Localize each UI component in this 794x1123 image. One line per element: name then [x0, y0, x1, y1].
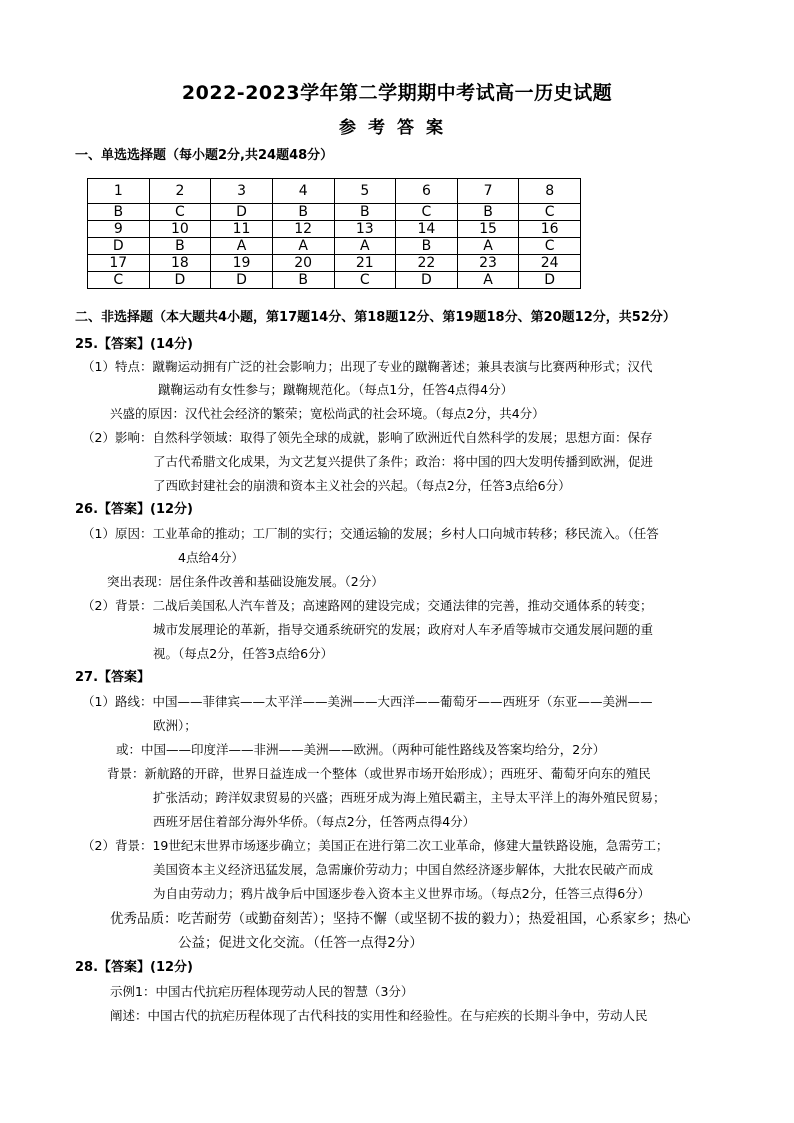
- table-cell: C: [149, 204, 211, 221]
- table-cell: 17: [88, 255, 150, 272]
- text-line: 了西欧封建社会的崩溃和资本主义社会的兴起。（每点2分，任答3点给6分）: [153, 478, 571, 493]
- table-cell: D: [519, 272, 581, 289]
- table-cell: 10: [149, 221, 211, 238]
- table-cell: C: [88, 272, 150, 289]
- text-line: 城市发展理论的革新，指导交通系统研究的发展；政府对人车矛盾等城市交通发展问题的重: [153, 622, 654, 637]
- section1-heading: 一、单选选择题（每小题2分,共24题48分）: [75, 148, 334, 163]
- table-row: [88, 255, 581, 272]
- text-line: （2）影响：自然科学领域：取得了领先全球的成就，影响了欧洲近代自然科学的发展；思想方面：保存: [82, 430, 653, 445]
- table-row: [88, 221, 581, 238]
- table-row: [88, 204, 581, 221]
- table-cell: 20: [272, 255, 334, 272]
- table-cell: 13: [334, 221, 396, 238]
- table-cell: A: [211, 238, 273, 255]
- text-line: 扩张活动；跨洋奴隶贸易的兴盛；西班牙成为海上殖民霸主，主导太平洋上的海外殖民贸易；: [153, 790, 666, 805]
- text-line: 4点给4分）: [178, 550, 244, 565]
- text-line: 欧洲）；: [153, 718, 197, 733]
- text-line: 西班牙居住着部分海外华侨。（每点2分，任答两点得4分）: [153, 814, 476, 829]
- text-line: 公益；促进文化交流。（任答一点得2分）: [178, 935, 423, 951]
- text-line: 视。（每点2分，任答3点给6分）: [153, 646, 334, 661]
- table-cell: C: [519, 204, 581, 221]
- text-line: 兴盛的原因：汉代社会经济的繁荣；宽松尚武的社会环境。（每点2分，共4分）: [110, 406, 545, 421]
- table-cell: 8: [519, 179, 581, 204]
- text-line: （2）背景：19世纪末世界市场逐步确立；美国正在进行第二次工业革命，修建大量铁路设施，急需劳工；: [82, 838, 669, 853]
- table-row: [88, 238, 581, 255]
- table-cell: B: [149, 238, 211, 255]
- text-line: （1）路线：中国——菲律宾——太平洋——美洲——大西洋——葡萄牙——西班牙（东亚——美洲——: [82, 694, 653, 709]
- text-line: （2）背景：二战后美国私人汽车普及；高速路网的建设完成；交通法律的完善，推动交通体系的转变；: [82, 598, 653, 613]
- table-cell: 7: [457, 179, 519, 204]
- table-cell: 18: [149, 255, 211, 272]
- text-line: 或：中国——印度洋——非洲——美洲——欧洲。（两种可能性路线及答案均给分，2分）: [116, 742, 606, 757]
- table-cell: 21: [334, 255, 396, 272]
- text-line: 突出表现：居住条件改善和基础设施发展。（2分）: [107, 574, 384, 589]
- table-cell: 4: [272, 179, 334, 204]
- table-cell: 9: [88, 221, 150, 238]
- table-cell: A: [457, 272, 519, 289]
- q28-heading: 28.【答案】(12分): [75, 960, 194, 975]
- table-cell: 16: [519, 221, 581, 238]
- table-cell: D: [88, 238, 150, 255]
- table-cell: 2: [149, 179, 211, 204]
- table-cell: B: [272, 204, 334, 221]
- table-cell: D: [149, 272, 211, 289]
- table-cell: B: [334, 204, 396, 221]
- text-line: 为自由劳动力；鸦片战争后中国逐步卷入资本主义世界市场。（每点2分，任答三点得6分）: [153, 886, 651, 901]
- text-line: 蹴鞠运动有女性参与；蹴鞠规范化。（每点1分，任答4点得4分）: [158, 382, 514, 397]
- answer-table: [87, 178, 581, 289]
- table-cell: C: [334, 272, 396, 289]
- table-cell: D: [211, 204, 273, 221]
- table-cell: B: [396, 238, 458, 255]
- text-line: （1）特点：蹴鞠运动拥有广泛的社会影响力；出现了专业的蹴鞠著述；兼具表演与比赛两种形式；汉代: [82, 359, 653, 374]
- table-cell: B: [272, 272, 334, 289]
- q27-heading: 27.【答案】: [75, 670, 151, 685]
- q25-heading: 25.【答案】(14分): [75, 337, 194, 352]
- table-cell: B: [457, 204, 519, 221]
- table-cell: D: [211, 272, 273, 289]
- table-row: [88, 179, 581, 204]
- table-cell: A: [272, 238, 334, 255]
- table-cell: B: [88, 204, 150, 221]
- table-cell: D: [396, 272, 458, 289]
- text-line: 了古代希腊文化成果，为文艺复兴提供了条件；政治：将中国的四大发明传播到欧洲，促进: [153, 454, 654, 469]
- text-line: 美国资本主义经济迅猛发展，急需廉价劳动力；中国自然经济逐步解体，大批农民破产而成: [153, 862, 654, 877]
- table-cell: A: [457, 238, 519, 255]
- table-cell: 12: [272, 221, 334, 238]
- table-cell: 11: [211, 221, 273, 238]
- page-title: 2022-2023学年第二学期期中考试高一历史试题: [181, 82, 613, 104]
- table-cell: 22: [396, 255, 458, 272]
- table-row: [88, 272, 581, 289]
- text-line: （1）原因：工业革命的推动；工厂制的实行；交通运输的发展；乡村人口向城市转移；移民流入。（任答: [82, 526, 659, 541]
- table-cell: C: [396, 204, 458, 221]
- section2-heading: 二、非选择题（本大题共4小题，第17题14分、第18题12分、第19题18分、第20题12分，共52分）: [75, 310, 676, 325]
- table-cell: 15: [457, 221, 519, 238]
- table-cell: 14: [396, 221, 458, 238]
- table-cell: A: [334, 238, 396, 255]
- table-cell: 19: [211, 255, 273, 272]
- table-cell: 3: [211, 179, 273, 204]
- table-cell: 24: [519, 255, 581, 272]
- table-cell: 5: [334, 179, 396, 204]
- text-line: 示例1：中国古代抗疟历程体现劳动人民的智慧（3分）: [110, 984, 414, 999]
- text-line: 背景：新航路的开辟，世界日益连成一个整体（或世界市场开始形成）；西班牙、葡萄牙向东的殖民: [107, 766, 651, 781]
- table-cell: 6: [396, 179, 458, 204]
- text-line: 优秀品质：吃苦耐劳（或勤奋刻苦）；坚持不懈（或坚韧不拔的毅力）；热爱祖国，心系家乡；热心: [110, 911, 691, 927]
- table-cell: 23: [457, 255, 519, 272]
- table-cell: C: [519, 238, 581, 255]
- page-subtitle: 参考答案: [339, 118, 455, 138]
- table-cell: 1: [88, 179, 150, 204]
- text-line: 阐述：中国古代的抗疟历程体现了古代科技的实用性和经验性。在与疟疾的长期斗争中，劳动人民: [110, 1008, 648, 1023]
- q26-heading: 26.【答案】(12分): [75, 502, 194, 517]
